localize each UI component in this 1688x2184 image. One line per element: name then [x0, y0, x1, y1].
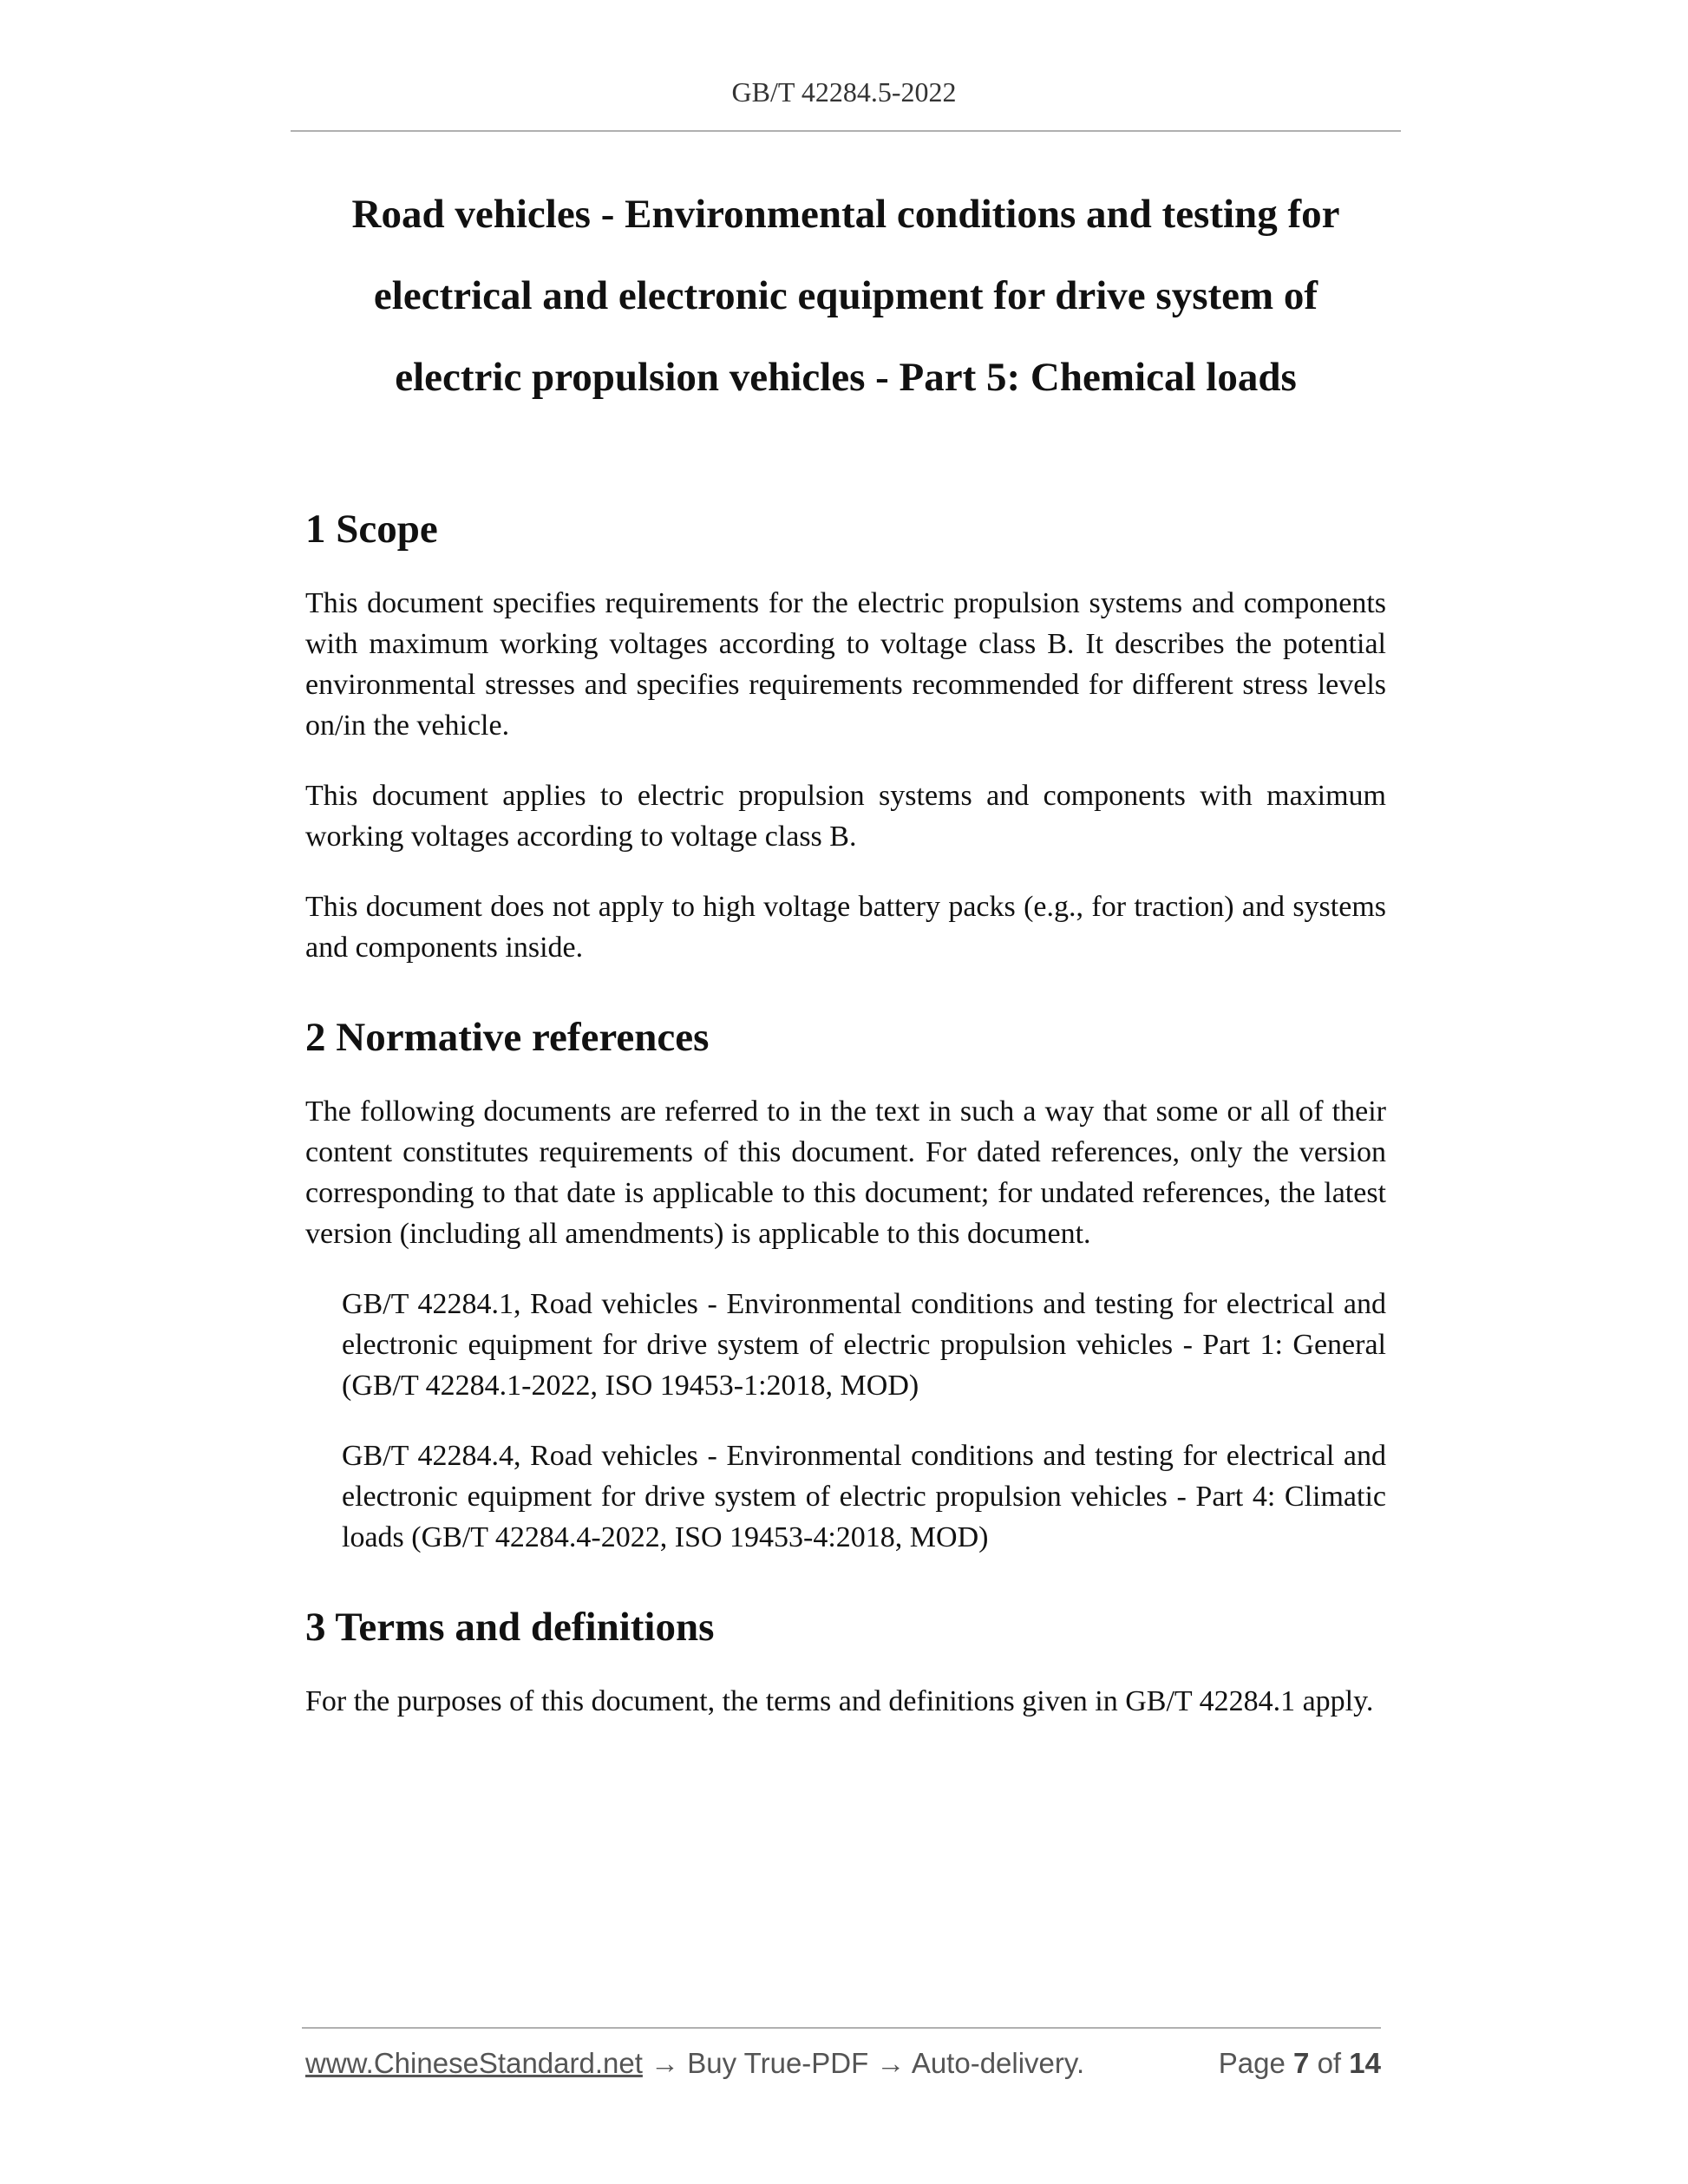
- document-body: [305, 494, 1386, 1751]
- page-footer: [305, 2047, 1381, 2080]
- section-heading-normative-references: 2 Normative references: [305, 1015, 710, 1060]
- reference-item: GB/T 42284.4, Road vehicles - Environmental conditions and testing for electrical and electronic equipment for drive system of electric propulsion vehicles - Part 4: Climatic loads (GB/T 42284.4-2022, ISO 19453-4:2018, MOD): [342, 1440, 1386, 1553]
- reference-item: GB/T 42284.1, Road vehicles - Environmental conditions and testing for electrical and electronic equipment for drive system of electric propulsion vehicles - Part 1: General (GB/T 42284.1-2022, ISO 19453-1:2018, MOD): [342, 1288, 1386, 1402]
- running-header: GB/T 42284.5-2022: [731, 76, 957, 108]
- references-intro: The following documents are referred to in the text in such a way that some or all of their content constitutes requirements of this document. For dated references, only the version corresponding to that date is applicable to this document; for undated references, the latest version (including all amendments) is applicable to this document.: [305, 1095, 1386, 1250]
- header-divider: [291, 130, 1401, 132]
- promo-text: → Buy True-PDF → Auto-delivery.: [642, 2047, 1085, 2079]
- title-line: Road vehicles - Environmental conditions and testing for: [351, 192, 1340, 237]
- title-line: electrical and electronic equipment for drive system of: [373, 273, 1318, 318]
- section-heading-terms: 3 Terms and definitions: [305, 1605, 715, 1650]
- section-heading-scope: 1 Scope: [305, 507, 438, 552]
- website-link[interactable]: www.ChineseStandard.net: [305, 2047, 643, 2079]
- terms-paragraph: For the purposes of this document, the terms and definitions given in GB/T 42284.1 apply.: [305, 1685, 1374, 1717]
- page-label: Page: [1218, 2047, 1286, 2079]
- page-indicator: [1219, 2047, 1381, 2080]
- total-pages-number: 14: [1349, 2047, 1381, 2079]
- document-title: [291, 173, 1401, 418]
- scope-paragraph: This document does not apply to high voltage battery packs (e.g., for traction) and systems and components inside.: [305, 891, 1386, 964]
- of-label: of: [1317, 2047, 1342, 2079]
- title-line: electric propulsion vehicles - Part 5: Chemical loads: [395, 355, 1297, 400]
- current-page-number: 7: [1293, 2047, 1310, 2079]
- scope-paragraph: This document specifies requirements for the electric propulsion systems and components with maximum working voltages according to voltage class B. It describes the potential environmental stresses and specifies requirements recommended for different stress levels on/in the vehicle.: [305, 587, 1386, 742]
- footer-divider: [302, 2027, 1381, 2029]
- scope-paragraph: This document applies to electric propulsion systems and components with maximum working voltages according to voltage class B.: [305, 780, 1386, 853]
- footer-promo: [305, 2047, 1084, 2080]
